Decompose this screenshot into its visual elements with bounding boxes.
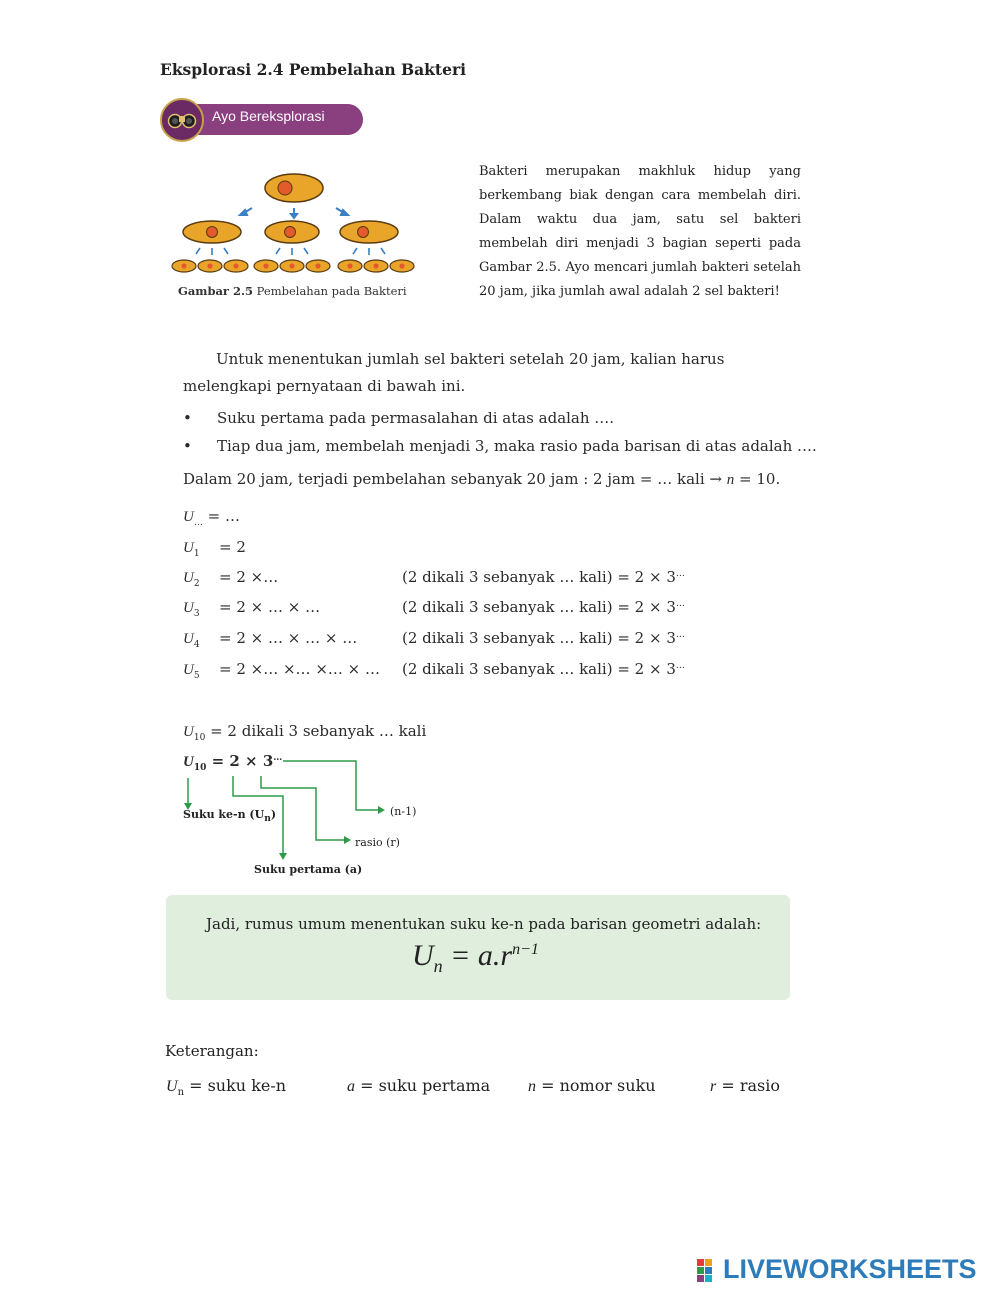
summary-box bbox=[166, 895, 790, 1000]
division-arrows-level2 bbox=[196, 248, 385, 255]
figure-caption: Gambar 2.5 Pembelahan pada Bakteri bbox=[178, 284, 407, 298]
label-suku-ke-n: Suku ke-n $(U_n)$ bbox=[183, 808, 277, 825]
logo-text: LIVEWORKSHEETS bbox=[723, 1254, 977, 1284]
bacterium-children bbox=[183, 221, 398, 243]
u10-description: $U_{10} = 2$ dikali 3 sebanyak … kali bbox=[183, 722, 427, 743]
page-title: Eksplorasi 2.4 Pembelahan Bakteri bbox=[160, 60, 466, 79]
u10-formula: $U_{10} = 2 \times 3^\dots$ bbox=[183, 752, 283, 773]
division-count-line: Dalam 20 jam, terjadi pembelahan sebanyak 20 jam : 2 jam = … kali → n = 10. bbox=[183, 470, 781, 488]
binoculars-icon bbox=[160, 98, 204, 142]
bacteria-division-figure bbox=[170, 168, 422, 280]
legend-item: n = nomor suku bbox=[528, 1076, 656, 1095]
keterangan-heading: Keterangan: bbox=[165, 1042, 259, 1060]
division-arrows-level1 bbox=[240, 208, 348, 218]
label-rasio: rasio (r) bbox=[355, 836, 400, 849]
ayo-bereksplorasi-badge bbox=[160, 98, 363, 142]
legend-item: r = rasio bbox=[710, 1076, 780, 1095]
label-n-minus-1: (n-1) bbox=[390, 805, 417, 818]
badge-label: Ayo Bereksplorasi bbox=[212, 108, 325, 124]
summary-text: Jadi, rumus umum menentukan suku ke-n pada barisan geometri adalah: bbox=[206, 915, 762, 933]
label-suku-pertama: Suku pertama (a) bbox=[254, 863, 363, 876]
general-formula: $U_n = a.r^{n-1}$ bbox=[412, 939, 539, 976]
legend-item: $U_n$ = suku ke-n bbox=[166, 1076, 287, 1099]
intro-paragraph: Bakteri merupakan makhluk hidup yang berkembang biak dengan cara membelah diri. Dalam waktu dua jam, satu sel bakteri membelah diri menjadi 3 bagian seperti pada Gambar 2.5. Ayo mencari jumlah bakteri setelah 20 jam, jika jumlah awal adalah 2 sel bakteri! bbox=[479, 164, 801, 299]
bacterium-parent bbox=[265, 174, 323, 202]
legend-item: a = suku pertama bbox=[347, 1076, 491, 1095]
instruction-paragraph: Untuk menentukan jumlah sel bakteri setelah 20 jam, kalian harus melengkapi pernyataan di bawah ini. bbox=[183, 350, 725, 395]
arrow-n-minus-1 bbox=[283, 761, 379, 810]
logo-blocks-icon bbox=[697, 1259, 721, 1283]
